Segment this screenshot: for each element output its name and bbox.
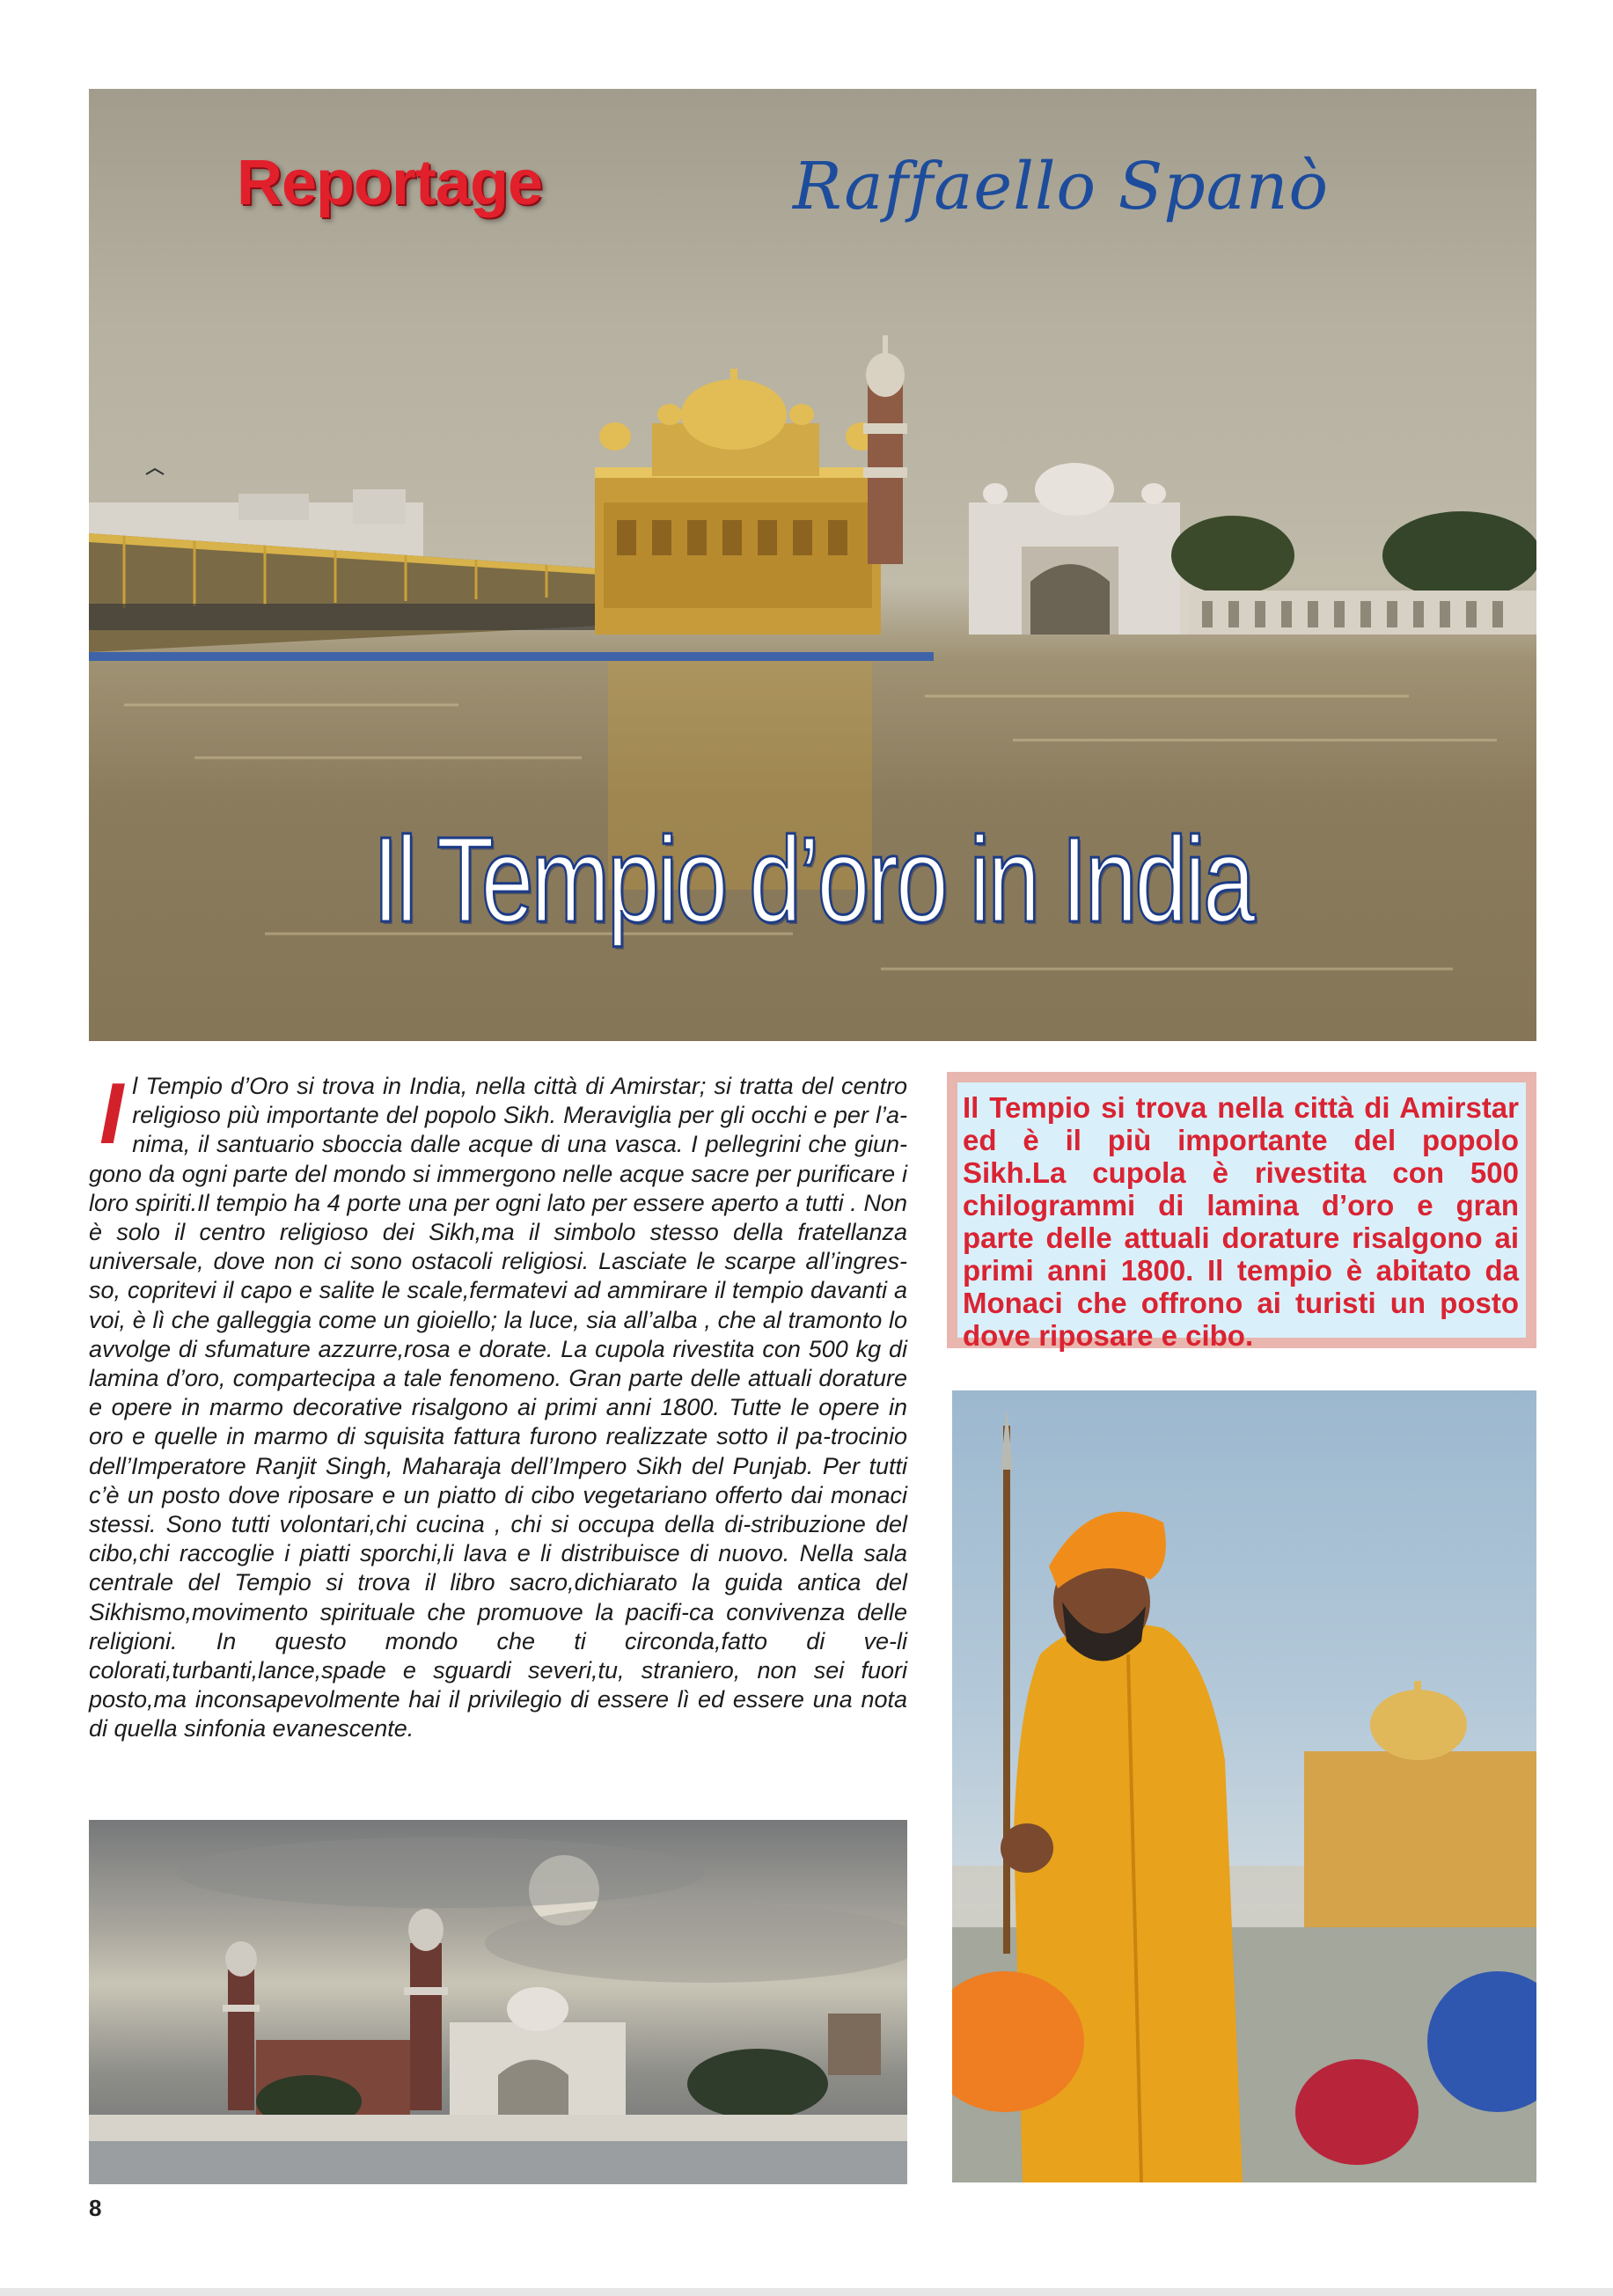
hero-photo	[89, 89, 1536, 1041]
highlight-text: Il Tempio si trova nella città di Amirstar ed è il più importante del popolo Sikh.La cupola è rivestita con 500 chilogrammi di lamina d’oro e gran parte delle attuali dorature risalgono ai primi anni 1800. Il tempio è abitato da Monaci che offrono ai turisti un posto dove riposare e cibo.	[957, 1082, 1526, 1338]
article-body	[89, 1065, 907, 1744]
temple-skyline-illustration	[89, 1820, 907, 2184]
page-number: 8	[89, 2195, 102, 2221]
highlight-box	[947, 1072, 1536, 1352]
guard-photo	[952, 1390, 1536, 2182]
author-name: Raffaello Spanò	[793, 149, 1330, 224]
drop-cap: I	[99, 1065, 124, 1162]
footer-divider	[0, 2288, 1613, 2296]
article-body-text: l Tempio d’Oro si trova in India, nella città di Amirstar; si tratta del centro religioso più importante del popolo Sikh. Meraviglia per gli occhi e per l’a-nima, il santuario sboccia dalle acque di una vasca. I pellegrini che giun-gono da ogni parte del mondo si immergono nelle acque sacre per purificare i loro spiriti.Il tempio ha 4 porte una per ogni lato per essere aperto a tutti . Non è solo il centro religioso dei Sikh,ma il simbolo stesso della fratellanza universale, dove non ci sono ostacoli religiosi. Lasciate le scarpe all’ingres-so, copritevi il capo e salite le scale,fermatevi ad ammirare il tempio davanti a voi, è lì che galleggia come un gioiello; la luce, sia all’alba , che al tramonto lo avvolge di sfumature azzurre,rosa e dorate. La cupola rivestita con 500 kg di lamina d’oro, compartecipa a tale fenomeno. Gran parte delle attuali dorature e opere in marmo decorative risalgono ai primi anni 1800. Tutte le opere in oro e quelle in marmo di squisita fattura furono realizzate sotto il pa-trocinio dell’Imperatore Ranjit Singh, Maharaja dell’Impero Sikh del Punjab. Per tutti c’è un posto dove riposare e un piatto di cibo vegetariano offerto dai monaci stessi. Sono tutti volontari,chi cucina , chi si occupa della di-stribuzione del cibo,chi raccoglie i piatti sporchi,li lava e li distribuisce di nuovo. Nella sala centrale del Tempio si trova il libro sacro,dichiarato la guida antica del Sikhismo,movimento spirituale che promuove la pacifi-ca convivenza delle religioni. In questo mondo che ti circonda,fatto di ve-li colorati,turbanti,lance,spade e sguardi severi,tu, straniero, non sei fuori posto,ma inconsapevolmente hai il privilegio di essere lì ed essere una nota di quella sinfonia evanescente.	[89, 1073, 907, 1742]
section-kicker: Reportage	[237, 148, 543, 218]
article-title: Il Tempio d’oro in India	[372, 812, 1253, 948]
sikh-guard-illustration	[952, 1390, 1536, 2182]
skyline-photo	[89, 1820, 907, 2184]
